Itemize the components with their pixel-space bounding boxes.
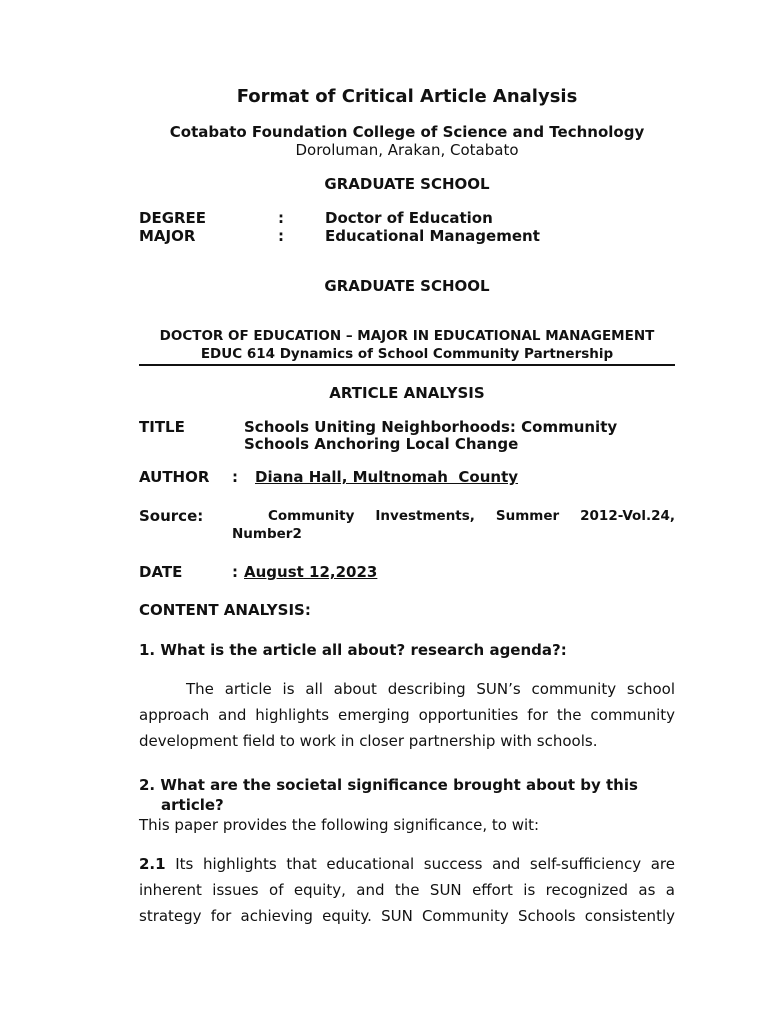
source-word: Community (268, 508, 355, 524)
item-2-1-line: strategy for achieving equity. SUN Community Schools consistently (139, 907, 675, 925)
major-value: Educational Management (325, 227, 540, 245)
date-value: August 12,2023 (244, 563, 378, 581)
question-2-line-2: article? (161, 796, 224, 814)
question-2-line-1: 2. What are the societal significance brought about by this (139, 776, 638, 794)
course-title: EDUC 614 Dynamics of School Community Partnership (200, 346, 614, 362)
graduate-school-heading: GRADUATE SCHOOL (324, 175, 490, 193)
graduate-school-heading-2: GRADUATE SCHOOL (324, 277, 490, 295)
author-value: Diana Hall, Multnomah County (255, 468, 519, 486)
author-label: AUTHOR (139, 468, 210, 486)
author-separator: : (232, 468, 238, 486)
degree-value: Doctor of Education (325, 209, 493, 227)
answer-line: approach and highlights emerging opportunities for the community (139, 706, 675, 724)
document-title: Format of Critical Article Analysis (236, 86, 578, 107)
institution-name: Cotabato Foundation College of Science and Technology (169, 123, 645, 141)
article-analysis-heading: ARTICLE ANALYSIS (329, 384, 485, 402)
date-label: DATE (139, 563, 183, 581)
question-1: 1. What is the article all about? research agenda?: (139, 641, 567, 659)
source-label: Source: (139, 507, 204, 525)
source-line-1 (268, 508, 675, 524)
question-1-answer (139, 676, 675, 754)
title-label: TITLE (139, 418, 185, 436)
title-line-2: Schools Anchoring Local Change (244, 435, 519, 453)
item-number: 2.1 (139, 855, 166, 873)
source-word: Summer (495, 508, 560, 524)
institution-address: Doroluman, Arakan, Cotabato (295, 141, 519, 159)
answer-line: The article is all about describing SUN’s community school (186, 680, 675, 698)
title-line-1: Schools Uniting Neighborhoods: Community (244, 418, 618, 436)
major-separator: : (278, 227, 284, 245)
horizontal-rule (139, 364, 675, 366)
content-analysis-heading: CONTENT ANALYSIS: (139, 601, 311, 619)
program-title: DOCTOR OF EDUCATION – MAJOR IN EDUCATIONAL MANAGEMENT (159, 328, 655, 344)
answer-line: development field to work in closer partnership with schools. (139, 732, 598, 750)
item-2-1-line (139, 851, 675, 877)
item-2-1-line: inherent issues of equity, and the SUN effort is recognized as a (139, 881, 675, 899)
question-2-intro: This paper provides the following significance, to wit: (139, 816, 540, 834)
source-word: 2012-Vol.24, (580, 508, 675, 524)
degree-separator: : (278, 209, 284, 227)
item-2-1-text: Its highlights that educational success and self-sufficiency are (175, 855, 675, 873)
degree-label: DEGREE (139, 209, 207, 227)
source-word: Investments, (375, 508, 475, 524)
item-2-1 (139, 851, 675, 929)
major-label: MAJOR (139, 227, 196, 245)
date-separator: : (232, 563, 238, 581)
source-line-2: Number2 (232, 526, 302, 542)
